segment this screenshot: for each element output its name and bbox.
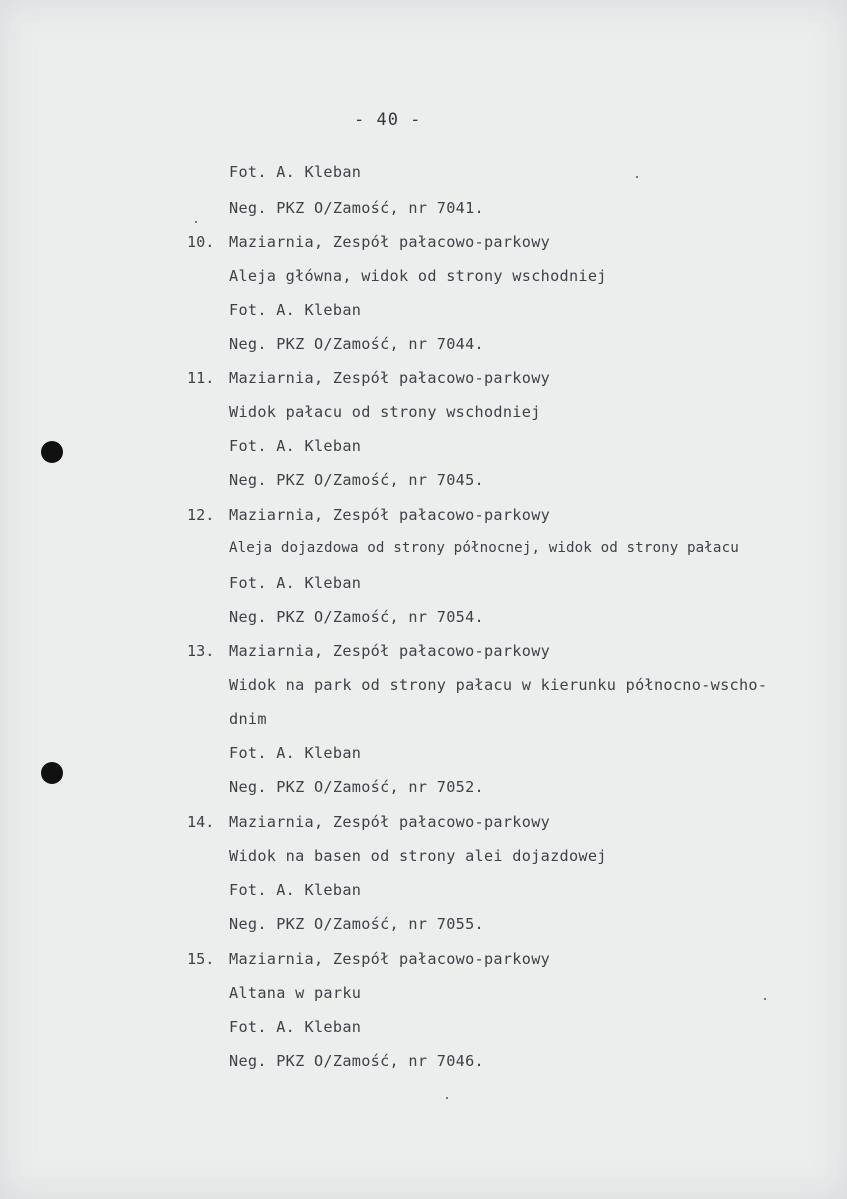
entry-negative-number: Neg. PKZ O/Zamość, nr 7045.	[229, 471, 484, 489]
entry-photo-credit: Fot. A. Kleban	[229, 437, 362, 455]
entry-title: Maziarnia, Zespół pałacowo-parkowy	[229, 369, 551, 387]
entry-negative-number: Neg. PKZ O/Zamość, nr 7052.	[229, 778, 484, 796]
entry-title: Maziarnia, Zespół pałacowo-parkowy	[229, 813, 551, 831]
entry-number: 10.	[187, 233, 215, 251]
intro-negative-number: Neg. PKZ O/Zamość, nr 7041.	[229, 199, 484, 217]
scan-speck	[446, 1097, 448, 1099]
entry-negative-number: Neg. PKZ O/Zamość, nr 7054.	[229, 608, 484, 626]
entry-number: 12.	[187, 506, 215, 524]
entry-number: 15.	[187, 950, 215, 968]
entry-description: Altana w parku	[229, 984, 362, 1002]
entry-title: Maziarnia, Zespół pałacowo-parkowy	[229, 642, 551, 660]
entry-negative-number: Neg. PKZ O/Zamość, nr 7055.	[229, 915, 484, 933]
entry-title: Maziarnia, Zespół pałacowo-parkowy	[229, 950, 551, 968]
entry-description: Widok na park od strony pałacu w kierunku północno-wscho-	[229, 676, 768, 694]
scan-speck	[636, 176, 638, 178]
entry-description: Widok pałacu od strony wschodniej	[229, 403, 541, 421]
page-number: - 40 -	[354, 110, 422, 130]
entry-photo-credit: Fot. A. Kleban	[229, 1018, 362, 1036]
entry-photo-credit: Fot. A. Kleban	[229, 574, 362, 592]
entry-number: 11.	[187, 369, 215, 387]
entry-title: Maziarnia, Zespół pałacowo-parkowy	[229, 233, 551, 251]
entry-description: Widok na basen od strony alei dojazdowej	[229, 847, 607, 865]
entry-negative-number: Neg. PKZ O/Zamość, nr 7046.	[229, 1052, 484, 1070]
entry-description-continued: dnim	[229, 710, 267, 728]
entry-photo-credit: Fot. A. Kleban	[229, 881, 362, 899]
punch-hole-upper	[41, 441, 63, 463]
entry-photo-credit: Fot. A. Kleban	[229, 744, 362, 762]
entry-description: Aleja dojazdowa od strony północnej, widok od strony pałacu	[229, 540, 739, 556]
entry-photo-credit: Fot. A. Kleban	[229, 301, 362, 319]
entry-title: Maziarnia, Zespół pałacowo-parkowy	[229, 506, 551, 524]
entry-description: Aleja główna, widok od strony wschodniej	[229, 267, 607, 285]
entry-number: 14.	[187, 813, 215, 831]
scan-speck	[764, 998, 766, 1000]
scan-speck	[195, 221, 197, 223]
entry-negative-number: Neg. PKZ O/Zamość, nr 7044.	[229, 335, 484, 353]
entry-number: 13.	[187, 642, 215, 660]
intro-photo-credit: Fot. A. Kleban	[229, 163, 362, 181]
punch-hole-lower	[41, 762, 63, 784]
